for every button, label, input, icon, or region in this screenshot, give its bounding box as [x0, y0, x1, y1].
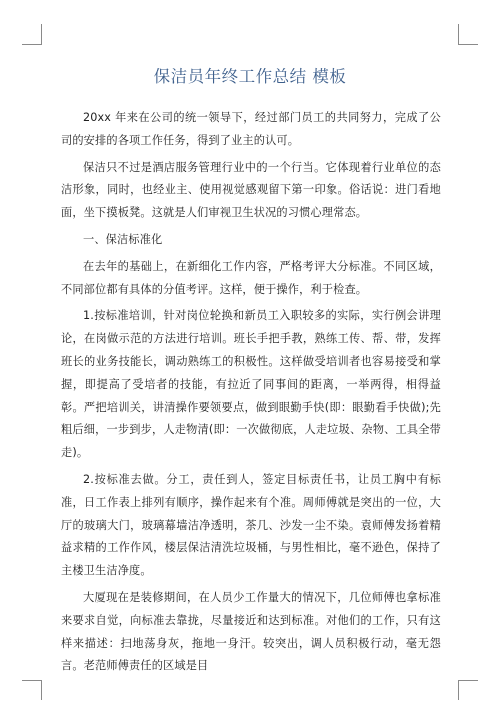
paragraph-intro: 20xx 年来在公司的统一领导下，经过部门员工的共同努力，完成了公司的安排的各项工作任务，得到了业主的认可。	[61, 111, 441, 147]
crop-mark-bottom-left	[41, 680, 42, 700]
crop-mark-bottom-right	[458, 680, 478, 681]
paragraph-work-to-standard: 2.按标准去做。分工，责任到人，签定目标责任书，让员工胸中有标准，日工作表上排列有顺序，操作起来有个准。周师傅就是突出的一位，大厅的玻璃大门，玻璃幕墙洁净透明，茶几、沙发一尘不染。袁师傅发扬着精益求精的工作作风，楼层保洁清洗垃圾桶，与男性相比，毫不逊色，保持了主楼卫生洁净度。	[61, 472, 441, 578]
crop-mark-top-left	[22, 44, 42, 45]
paragraph-training: 1.按标准培训，针对岗位轮换和新员工入职较多的实际，实行例会讲理论，在岗做示范的方法进行培训。班长手把手教，熟练工传、帮、带，发挥班长的业务技能长，调动熟练工的积极性。这样做受培训者也容易接受和掌握，即提高了受培者的技能，有拉近了同事间的距离，一举两得，相得益彰。严把培训关，讲清操作要领要点，做到眼勤手快(即：眼勤看手快做);先粗后细，一步到步，人走物清(即：一次做彻底，人走垃圾、杂物、工具全带走)。	[61, 309, 441, 460]
crop-mark-top-left	[41, 24, 42, 45]
section-heading-standardization: 一、保洁标准化	[83, 232, 163, 246]
crop-mark-top-right	[458, 24, 459, 45]
paragraph-renovation-period: 大厦现在是装修期间，在人员少工作量大的情况下，几位师傅也拿标准来要求自觉，向标准去靠拢，尽量接近和达到标准。对他们的工作，只有这样来描述：扫地荡身灰，拖地一身汗。较突出，调人员积极行动，毫无怨言。老范师傅责任的区域是目	[61, 590, 441, 673]
paragraph-standards-detail: 在去年的基础上，在新细化工作内容，严格考评大分标准。不同区域，不同部位都有具体的分值考评。这样，便于操作，利于检查。	[61, 259, 441, 296]
document-body	[61, 107, 441, 682]
crop-mark-top-right	[458, 44, 478, 45]
paragraph-cleaning-role: 保洁只不过是酒店服务管理行业中的一个行当。它体现着行业单位的态洁形象，同时，也经业主、使用视觉感观留下第一印象。俗话说：进门看地面，坐下摸板凳。这就是人们审视卫生状况的习惯心理常态。	[61, 160, 441, 220]
crop-mark-bottom-right	[458, 680, 459, 700]
document-title: 保洁员年终工作总结 模板	[153, 67, 347, 86]
crop-mark-bottom-left	[22, 680, 42, 681]
